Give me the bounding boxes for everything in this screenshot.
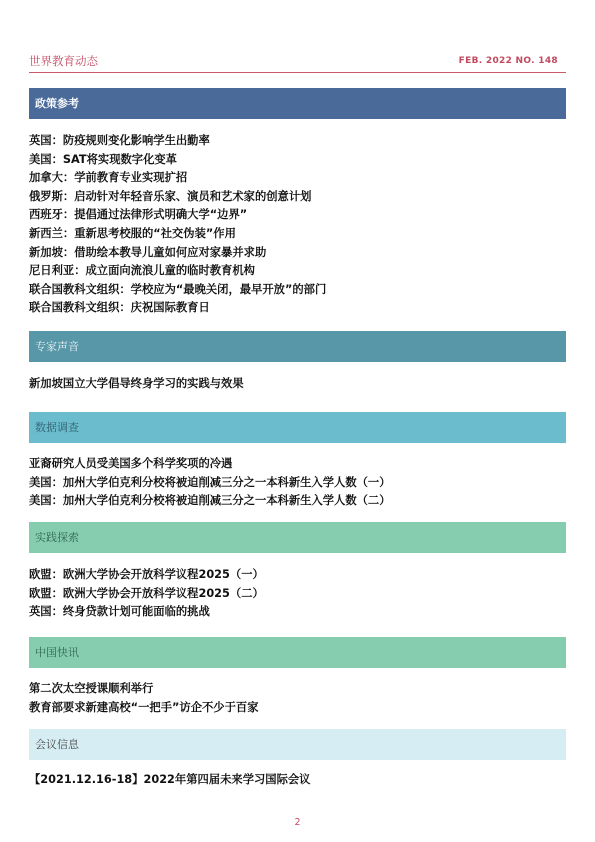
article-link[interactable]: 亚裔研究人员受美国多个科学奖项的冷遇 — [29, 457, 233, 470]
article-link[interactable]: 【2021.12.16-18】2022年第四届未来学习国际会议 — [29, 773, 311, 786]
section-header-meeting: 会议信息 — [29, 729, 566, 760]
article-link[interactable]: 英国：防疫规则变化影响学生出勤率 — [29, 134, 210, 147]
section-header-data: 数据调查 — [29, 412, 566, 443]
article-link[interactable]: 教育部要求新建高校“一把手”访企不少于百家 — [29, 700, 259, 714]
article-link[interactable]: 第二次太空授课顺利举行 — [29, 682, 154, 695]
china-article-list — [29, 680, 569, 717]
article-link[interactable]: 美国：加州大学伯克利分校将被迫削减三分之一本科新生入学人数（二） — [29, 494, 391, 508]
article-link[interactable]: 联合国教科文组织：庆祝国际教育日 — [29, 301, 210, 315]
data-article-list — [29, 455, 569, 511]
article-link[interactable]: 俄罗斯：启动针对年轻音乐家、演员和艺术家的创意计划 — [29, 189, 312, 203]
page-header — [29, 54, 566, 73]
article-link[interactable]: 西班牙：提倡通过法律形式明确大学“边界” — [29, 208, 248, 222]
section-header-expert: 专家声音 — [29, 331, 566, 362]
article-link[interactable]: 新西兰：重新思考校服的“社交伪装”作用 — [29, 226, 236, 240]
article-link[interactable]: 新加坡国立大学倡导终身学习的实践与效果 — [29, 377, 244, 390]
article-link[interactable]: 新加坡：借助绘本教导儿童如何应对家暴并求助 — [29, 245, 267, 259]
expert-article-list — [29, 375, 569, 394]
meeting-article-list — [29, 771, 569, 790]
publication-title: 世界教育动态 — [29, 54, 98, 68]
article-link[interactable]: 欧盟：欧洲大学协会开放科学议程2025（一） — [29, 568, 264, 581]
article-link[interactable]: 美国：加州大学伯克利分校将被迫削减三分之一本科新生入学人数（一） — [29, 475, 391, 489]
page-number: 2 — [294, 817, 301, 828]
article-link[interactable]: 英国：终身贷款计划可能面临的挑战 — [29, 605, 210, 619]
section-header-china: 中国快讯 — [29, 637, 566, 668]
article-link[interactable]: 联合国教科文组织：学校应为“最晚关闭，最早开放”的部门 — [29, 282, 327, 296]
section-header-policy: 政策参考 — [29, 88, 566, 119]
article-link[interactable]: 尼日利亚：成立面向流浪儿童的临时教育机构 — [29, 264, 255, 278]
section-header-practice: 实践探索 — [29, 522, 566, 553]
issue-number: FEB. 2022 NO. 148 — [458, 56, 558, 66]
article-link[interactable]: 加拿大：学前教育专业实现扩招 — [29, 171, 188, 185]
policy-article-list — [29, 132, 569, 318]
practice-article-list — [29, 566, 569, 622]
article-link[interactable]: 欧盟：欧洲大学协会开放科学议程2025（二） — [29, 586, 264, 600]
article-link[interactable]: 美国：SAT将实现数字化变革 — [29, 152, 177, 166]
